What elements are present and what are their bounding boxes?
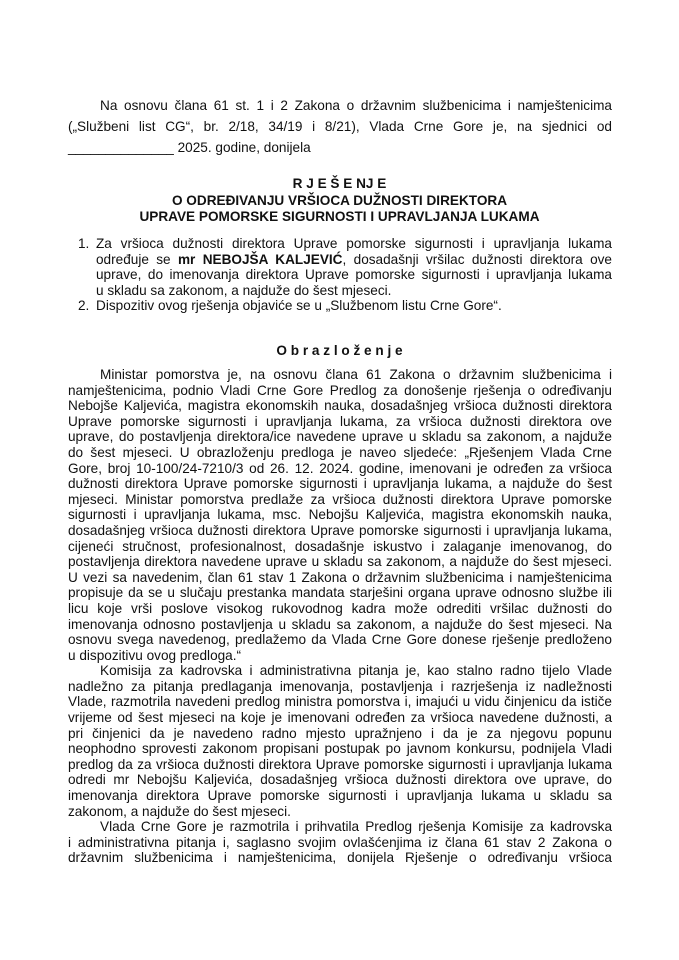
paragraph-line: imenovanja direktora Uprave pomorske sigurnosti i upravljanja lukama u skladu sa: [68, 788, 612, 804]
paragraph-line: neophodno sprovesti zakonom propisani postupak po javnom konkursu, podnijela Vladi: [68, 741, 612, 757]
paragraph-line: dosadašnjeg vršioca dužnosti direktora Uprave pomorske sigurnosti i upravljanja lukama,: [68, 522, 612, 538]
explanation-body: [68, 367, 612, 866]
paragraph-line: i administrativna pitanja i, saglasno svojim ovlašćenjima iz člana 61 stav 2 Zakona o: [68, 834, 612, 850]
paragraph-line: postavljenja direktora navedene uprave u skladu sa zakonom, a najduže do šest mjeseci.: [68, 554, 612, 570]
paragraph-line: predlog da za vršioca dužnosti direktora Uprave pomorske sigurnosti i upravljanja lukama: [68, 756, 612, 772]
explanation-paragraph: [68, 819, 612, 866]
intro-paragraph: [68, 95, 612, 158]
paragraph-line: mjeseci. Ministar pomorstva predlaže za vršioca dužnosti direktora Uprave pomorske: [68, 491, 612, 507]
list-line: Dispozitiv ovog rješenja objaviće se u „Službenom listu Crne Gore“.: [96, 298, 502, 314]
paragraph-line: propisuje da se u slučaju prestanka mandata starješini organa uprave odnosno službe ili: [68, 585, 612, 601]
list-line: Za vršioca dužnosti direktora Uprave pomorske sigurnosti i upravljanja lukama: [96, 236, 612, 251]
intro-line: („Službeni list CG“, br. 2/18, 34/19 i 8/21), Vlada Crne Gore je, na sjednici od: [68, 119, 612, 134]
paragraph-line: cijeneći stručnost, profesionalnost, dosadašnje iskustvo i zalaganje imenovanog, do: [68, 538, 612, 554]
paragraph-line: licu koje vrši poslove visokog rukovodnog kadra može odrediti vršilac dužnosti do: [68, 600, 612, 616]
appointee-name: mr NEBOJŠA KALJEVIĆ: [177, 251, 343, 267]
paragraph-line: Gore, broj 10-100/24-7210/3 od 26. 12. 2024. godine, imenovani je određen za vršioca: [68, 460, 612, 476]
list-item: [68, 298, 612, 314]
list-line: uprave, do imenovanja direktora Uprave pomorske sigurnosti i upravljanja lukama: [96, 267, 612, 283]
paragraph-line: Uprave pomorske sigurnosti i upravljanja lukama, za vršioca dužnosti direktora ove: [68, 413, 612, 429]
list-line: [96, 252, 612, 268]
paragraph-line: U vezi sa navedenim, član 61 stav 1 Zakona o državnim službenicima i namještenicima: [68, 569, 612, 585]
paragraph-line: državnim službenicima i namještenicima, donijela Rješenje o određivanju vršioca: [68, 850, 612, 866]
text: određuje se: [96, 251, 178, 267]
paragraph-line: Ministar pomorstva je, na osnovu člana 61 Zakona o državnim službenicima i: [100, 367, 612, 382]
paragraph-line: pri činjenici da je navedeno radno mjesto upražnjeno i da je za njegovu popunu: [68, 725, 612, 741]
paragraph-line: dužnosti direktora Uprave pomorske sigurnosti i upravljanja lukama, a najduže do šest: [68, 476, 612, 492]
intro-line: ______________ 2025. godine, donijela: [68, 140, 311, 155]
paragraph-line: imenovanja odnosno postavljenja u skladu sa zakonom, a najduže do šest mjeseci. Na: [68, 616, 612, 632]
paragraph-line: zakonom, a najduže do šest mjeseci.: [68, 803, 291, 819]
title-line: R J E Š E NJ E: [292, 176, 387, 191]
paragraph-line: namještenicima, podnio Vladi Crne Gore Predlog za donošenje rješenja o određivanju: [68, 382, 612, 398]
paragraph-line: sigurnosti i upravljanja lukama, msc. Nebojšu Kaljevića, magistra ekonomskih nauka,: [68, 507, 612, 523]
paragraph-line: odredi mr Nebojšu Kaljevića, dosadašnjeg vršioca dužnosti direktora ove uprave, do: [68, 772, 612, 788]
dispositive-list: [68, 236, 612, 314]
paragraph-line: Vlade, razmotrila navedeni predlog ministra pomorstva i, imajući u vidu činjenicu da ističe: [68, 694, 612, 710]
list-item: [68, 236, 612, 298]
paragraph-line: Komisija za kadrovska i administrativna pitanja je, kao stalno radno tijelo Vlade: [100, 663, 612, 679]
paragraph-line: vrijeme od šest mjeseci na koje je imenovani određen za vršioca navedene dužnosti, a: [68, 710, 612, 726]
obrazlozenje-heading: O b r a z l o ž e n j e: [276, 343, 403, 358]
list-number: 2.: [78, 298, 90, 314]
list-number: 1.: [78, 236, 90, 251]
title-line: O ODREĐIVANJU VRŠIOCA DUŽNOSTI DIREKTORA: [171, 192, 508, 208]
text: , dosadašnji vršilac dužnosti direktora ove: [342, 251, 612, 267]
paragraph-line: Nebojše Kaljevića, magistra ekonomskih nauka, dosadašnjeg vršioca dužnosti direktora: [68, 398, 612, 414]
list-line: u skladu sa zakonom, a najduže do šest mjeseci.: [96, 282, 392, 298]
explanation-paragraph: [68, 663, 612, 819]
document-title: [0, 176, 679, 226]
title-line: UPRAVE POMORSKE SIGURNOSTI I UPRAVLJANJA LUKAMA: [139, 209, 540, 224]
explanation-paragraph: [68, 367, 612, 663]
paragraph-line: do šest mjeseci. U obrazloženju predloga je naveo sljedeće: „Rješenjem Vlada Crne: [68, 444, 612, 460]
intro-line: Na osnovu člana 61 st. 1 i 2 Zakona o državnim službenicima i namještenicima: [100, 98, 612, 113]
paragraph-line: Vlada Crne Gore je razmotrila i prihvatila Predlog rješenja Komisije za kadrovska: [100, 819, 612, 835]
paragraph-line: osnovu svega navedenog, predlažemo da Vlada Crne Gore donese rješenje predloženo: [68, 632, 612, 648]
paragraph-line: nadležno za pitanja predlaganja imenovanja, postavljenja i razrješenja iz nadležnosti: [68, 678, 612, 694]
paragraph-line: u dispozitivu ovog predloga.“: [68, 647, 242, 663]
paragraph-line: uprave, do postavljenja direktora/ice navedene uprave u skladu sa zakonom, a najduže: [68, 429, 612, 445]
